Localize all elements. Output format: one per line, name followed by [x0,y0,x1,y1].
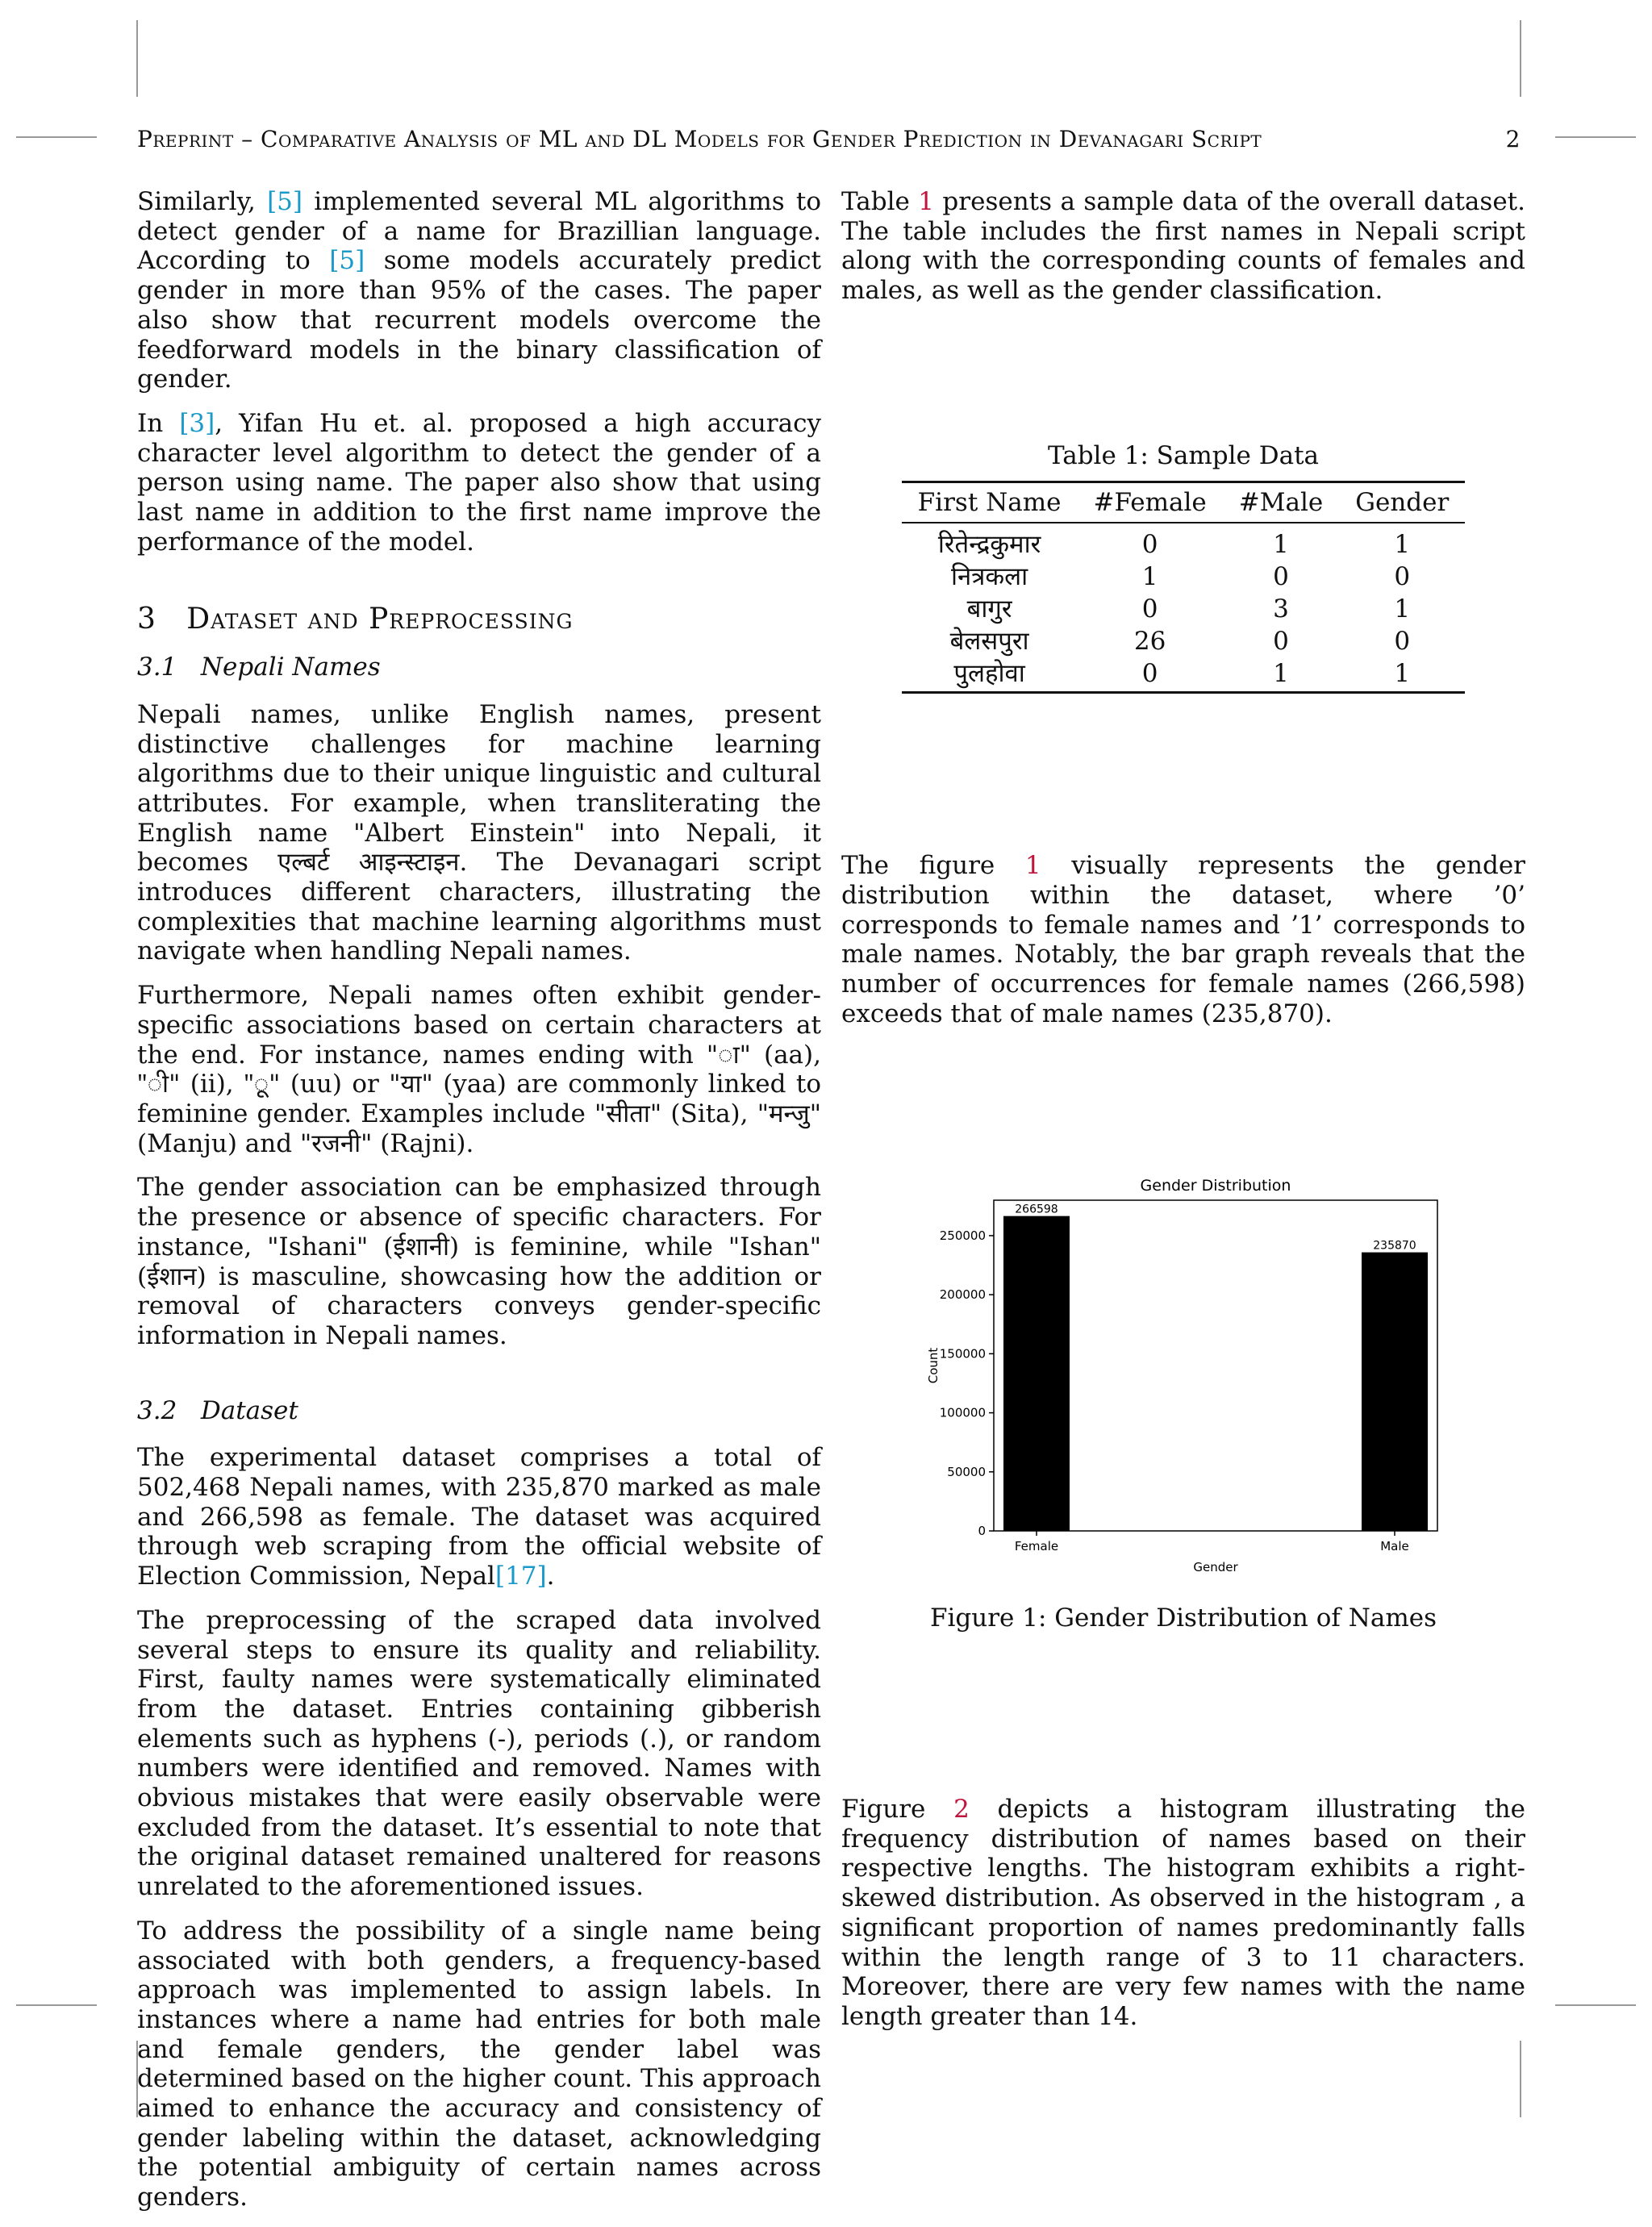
table-caption: Table 1: Sample Data [1047,440,1320,470]
table-header: #Female [1077,482,1222,523]
x-tick-label: Male [1380,1539,1409,1553]
sample-data-table [902,481,1466,694]
table-header: First Name [902,482,1078,523]
y-tick-label: 250000 [939,1228,986,1243]
y-tick-label: 200000 [939,1287,986,1303]
y-tick-label: 100000 [939,1405,986,1420]
data-label: 266598 [1015,1203,1058,1216]
table-row: नित्रकला 1 0 0 [950,562,1411,592]
data-label: 235870 [1373,1239,1416,1253]
crop-mark [1555,2004,1636,2006]
citation-link[interactable]: [3] [179,408,215,438]
subsection-heading: 3.2 Dataset [137,1395,298,1425]
figure-caption: Figure 1: Gender Distribution of Names [930,1604,1437,1633]
paragraph: Furthermore, Nepali names often exhibit gender-specific associations based on certain characters at the end. For instance, names ending with "ा" (aa), "ी" (ii), "ू" (uu) or "या" (yaa) are commonly linked to feminine gender. Examples include "सीता" (Sita), "मन्जु" (Manju) and "रजनी" (Rajni). [137,981,821,1158]
citation-link[interactable]: [5] [329,246,365,276]
paragraph: Figure 2 depicts a histogram illustrating the frequency distribution of names based on their respective lengths. The histogram exhibits a right-skewed distribution. As observed in the histogram , a significant proportion of names predominantly falls within the length range of 3 to 11 characters. Moreover, there are very few names with the name length greater than 14. [841,1795,1525,2031]
section-heading: 3 Dataset and Preprocessing [137,603,574,636]
x-axis-label: Gender [1193,1560,1238,1574]
bar-female [1003,1216,1070,1531]
crop-mark [1520,20,1521,97]
chart-title: Gender Distribution [1140,1177,1291,1195]
paragraph: Similarly, [5] implemented several ML algorithms to detect gender of a name for Brazillian language. According to [5] some models accurately predict gender in more than 95% of the cases. The paper also show that recurrent models overcome the feedforward models in the binary classification of gender. [137,187,821,394]
y-tick-label: 150000 [939,1346,986,1362]
paragraph: The figure 1 visually represents the gender distribution within the dataset, where ’0’ corresponds to female names and ’1’ corresponds to male names. Notably, the bar graph reveals that the number of occurrences for female names (266,598) exceeds that of male names (235,870). [841,851,1525,1028]
paragraph: Table 1 presents a sample data of the overall dataset. The table includes the first names in Nepali script along with the corresponding counts of females and males, as well as the gender classification. [841,187,1525,306]
running-header [137,126,1521,158]
y-tick-label: 50000 [947,1464,986,1479]
y-axis-label: Count [926,1347,941,1384]
citation-link[interactable]: [5] [267,187,302,216]
table-row: पुलहोवा 0 1 1 [902,657,1466,693]
page-number: 2 [1505,126,1521,152]
table-row: रितेन्द्रकुमार 0 1 1 [937,530,1411,560]
crop-mark [16,136,97,138]
subsection-heading: 3.1 Nepali Names [137,653,381,682]
crop-mark [1520,2041,1521,2117]
table-row: बागुर 0 3 1 [966,594,1411,624]
paragraph: To address the possibility of a single name being associated with both genders, a frequency-based approach was implemented to assign labels. In instances where a name had entries for both male and female genders, the gender label was determined based on the higher count. This approach aimed to enhance the accuracy and consistency of gender labeling within the dataset, acknowledging the potential ambiguity of certain names across genders. [137,1916,821,2212]
paragraph: Nepali names, unlike English names, present distinctive challenges for machine learning algorithms due to their unique linguistic and cultural attributes. For example, when transliterating the English name "Albert Einstein" into Nepali, it becomes एल्बर्ट आइन्स्टाइन. The Devanagari script introduces different characters, illustrating the complexities that machine learning algorithms must navigate when handling Nepali names. [137,699,821,966]
bar-male [1362,1253,1428,1531]
x-tick-label: Female [1014,1539,1059,1553]
y-tick-label: 0 [978,1524,986,1538]
table-header: #Male [1223,482,1339,523]
crop-mark [136,20,138,97]
paragraph: The experimental dataset comprises a total of 502,468 Nepali names, with 235,870 marked as male and 266,598 as female. The dataset was acquired through web scraping from the official website of Election Commission, Nepal[17]. [137,1443,821,1591]
citation-link[interactable]: [17] [494,1562,547,1591]
gender-distribution-chart [913,1170,1454,1581]
paragraph: The preprocessing of the scraped data involved several steps to ensure its quality and reliability. First, faulty names were systematically eliminated from the dataset. Entries containing gibberish elements such as hyphens (-), periods (.), or random numbers were identified and removed. Names with obvious mistakes that were easily observable were excluded from the dataset. It’s essential to note that the original dataset remained unaltered for reasons unrelated to the aforementioned issues. [137,1605,821,1902]
crop-mark [16,2004,97,2006]
table-header: Gender [1339,482,1465,523]
table-ref-link[interactable]: 1 [918,187,935,216]
paragraph: In [3], Yifan Hu et. al. proposed a high accuracy character level algorithm to detect the gender of a person using name. The paper also show that using last name in addition to the first name improve the performance of the model. [137,408,821,557]
left-column [137,187,821,2227]
crop-mark [1555,136,1636,138]
right-column [841,187,1525,1043]
right-column-bottom [841,1795,1525,2046]
figure-ref-link[interactable]: 2 [953,1795,970,1824]
running-title: Preprint – Comparative Analysis of ML and DL Models for Gender Prediction in Devanagari Script [137,126,1262,152]
table-row: बेलसपुरा 26 0 0 [949,627,1411,657]
figure-ref-link[interactable]: 1 [1024,851,1041,881]
paragraph: The gender association can be emphasized through the presence or absence of specific characters. For instance, "Ishani" (ईशानी) is feminine, while "Ishan" (ईशान) is masculine, showcasing how the addition or removal of characters conveys gender-specific information in Nepali names. [137,1173,821,1350]
